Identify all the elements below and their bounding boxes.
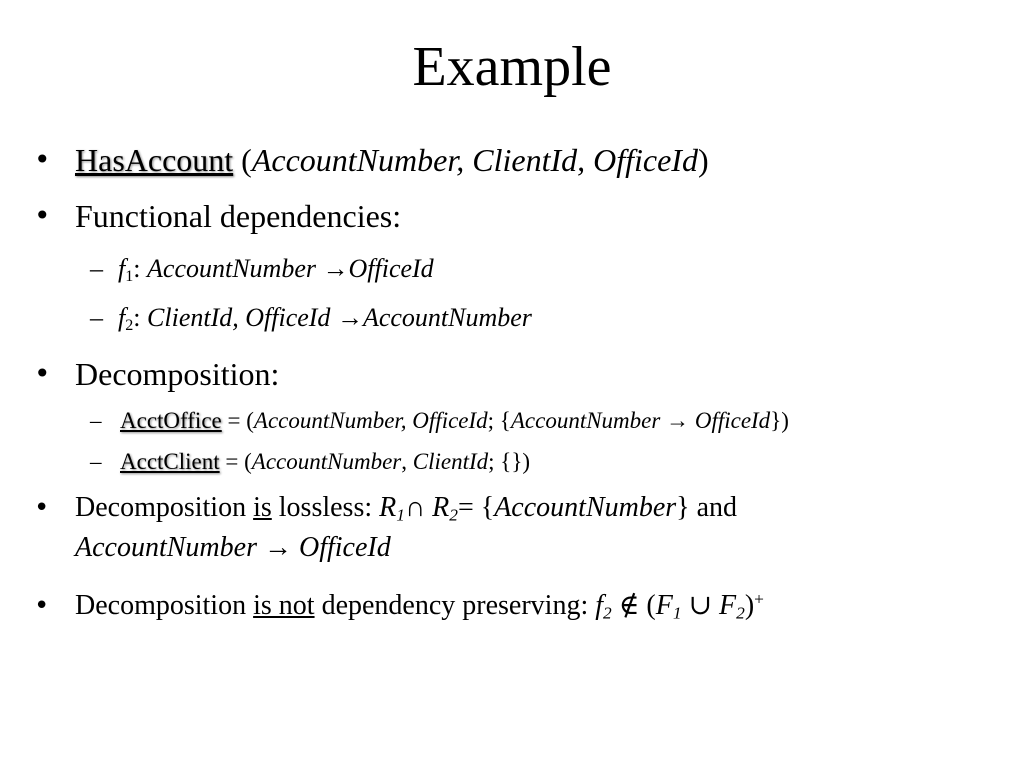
lossless-attr: AccountNumber bbox=[494, 492, 677, 523]
decomp-attrs: AccountNumber, OfficeId bbox=[253, 408, 488, 433]
fd-2 bbox=[118, 302, 532, 334]
decomp-acctclient bbox=[120, 447, 530, 477]
closure-plus: + bbox=[754, 589, 764, 609]
relation-attributes: AccountNumber, ClientId, OfficeId bbox=[251, 142, 698, 178]
r2-sub: 2 bbox=[449, 505, 458, 525]
fd-subscript: 2 bbox=[125, 317, 134, 335]
dash-icon: – bbox=[90, 408, 102, 433]
lossless-line-2 bbox=[75, 530, 391, 566]
bullet-icon: • bbox=[34, 357, 51, 390]
lossless-eq: = { bbox=[457, 492, 495, 523]
F2-sub: 2 bbox=[736, 603, 745, 623]
decomp-attr-1: AccountNumber bbox=[251, 449, 402, 474]
decomposition-heading: Decomposition: bbox=[75, 356, 280, 392]
preserving-pre: Decomposition bbox=[75, 590, 254, 621]
decomp-fd-lhs: AccountNumber bbox=[510, 408, 661, 433]
decomp-eq: = ( bbox=[221, 408, 254, 433]
decomp-attr-2: ClientId bbox=[412, 449, 489, 474]
fd-rhs: OfficeId bbox=[348, 254, 434, 283]
decomp-eq: = ( bbox=[219, 449, 252, 474]
fd-subscript: 1 bbox=[125, 268, 134, 286]
bullet-icon: • bbox=[34, 591, 50, 621]
f2: f bbox=[595, 590, 604, 621]
f2-sub: 2 bbox=[603, 603, 612, 623]
lossless-pre: Decomposition bbox=[75, 492, 254, 523]
decomp-fd-rhs: OfficeId bbox=[694, 408, 771, 433]
union-icon: ∪ bbox=[681, 590, 720, 621]
fd-lhs: AccountNumber bbox=[147, 254, 316, 283]
F1-sub: 1 bbox=[672, 603, 682, 623]
preserving-isnot: is not bbox=[253, 590, 315, 621]
fd-label: f bbox=[118, 303, 126, 332]
close-paren: ) bbox=[697, 142, 709, 178]
fd-rhs: AccountNumber bbox=[362, 303, 532, 332]
preserving-close: ) bbox=[744, 590, 755, 621]
dash-icon: – bbox=[90, 303, 103, 332]
relation-name: HasAccount bbox=[75, 142, 234, 178]
decomp-rest: ; {}) bbox=[488, 449, 531, 474]
fd-1 bbox=[118, 253, 434, 285]
lossless-line-1 bbox=[75, 490, 737, 526]
decomp-close: }) bbox=[770, 408, 789, 433]
dash-icon: – bbox=[90, 449, 102, 474]
slide-title: Example bbox=[412, 36, 612, 98]
r1-sub: 1 bbox=[396, 505, 405, 525]
lossless-fd-lhs: AccountNumber bbox=[75, 532, 257, 563]
lossless-mid: lossless: bbox=[271, 492, 380, 523]
fd-colon: : bbox=[133, 254, 141, 283]
dash-icon: – bbox=[90, 254, 103, 283]
lossless-post: } and bbox=[676, 492, 738, 523]
arrow-icon: → bbox=[322, 254, 349, 283]
decomp-semi: ; { bbox=[487, 408, 511, 433]
relation-schema-line bbox=[75, 140, 709, 180]
open-paren: ( bbox=[241, 142, 252, 178]
F1: F bbox=[655, 590, 673, 621]
bullet-icon: • bbox=[34, 143, 51, 176]
bullet-icon: • bbox=[34, 199, 51, 232]
intersection-icon: ∩ bbox=[404, 492, 426, 523]
preserving-mid: dependency preserving: bbox=[314, 590, 596, 621]
arrow-icon: → bbox=[660, 408, 695, 433]
decomp-comma: , bbox=[401, 449, 413, 474]
fd-heading: Functional dependencies: bbox=[75, 198, 402, 234]
decomp-name: AcctOffice bbox=[120, 408, 222, 433]
fd-label: f bbox=[118, 254, 126, 283]
preserving-line bbox=[75, 588, 764, 624]
arrow-icon: → bbox=[336, 303, 363, 332]
decomp-name: AcctClient bbox=[120, 449, 220, 474]
fd-lhs: ClientId, OfficeId bbox=[147, 303, 331, 332]
decomp-acctoffice bbox=[120, 406, 789, 436]
not-element-icon: ∉ ( bbox=[611, 590, 656, 621]
r2: R bbox=[425, 492, 450, 523]
arrow-icon: → bbox=[256, 532, 299, 563]
lossless-is: is bbox=[253, 492, 272, 523]
F2: F bbox=[719, 590, 737, 621]
r1: R bbox=[379, 492, 397, 523]
fd-colon: : bbox=[133, 303, 141, 332]
lossless-fd-rhs: OfficeId bbox=[298, 532, 391, 563]
bullet-icon: • bbox=[34, 493, 50, 523]
